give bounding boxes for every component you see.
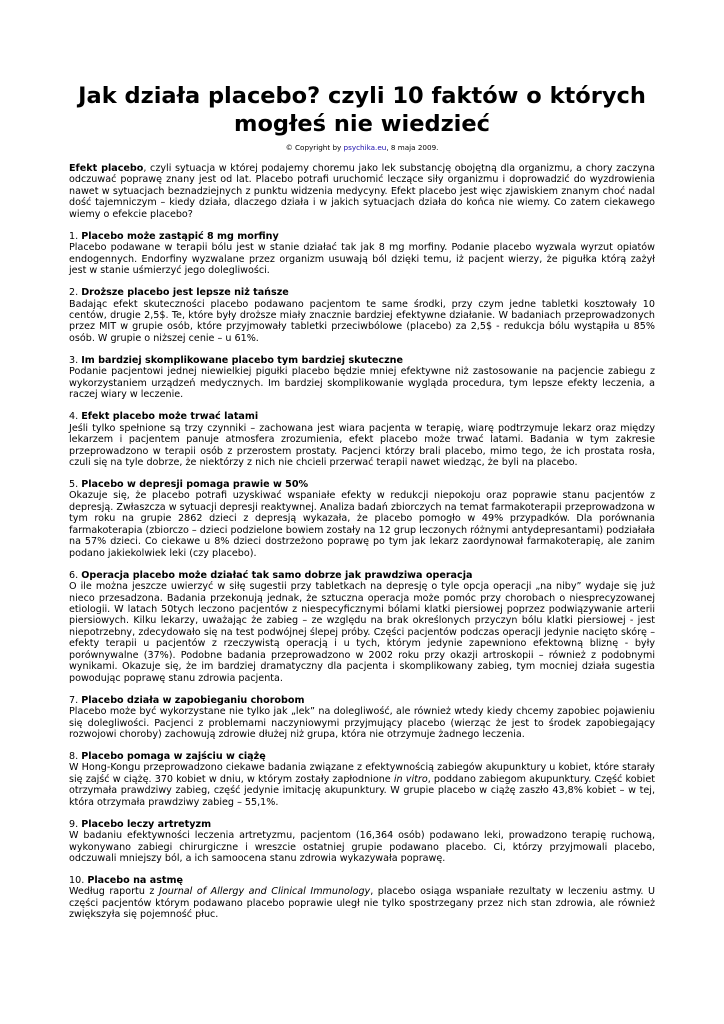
intro-lead: Efekt placebo [69,163,144,174]
section-number: 9. [69,818,82,830]
section-heading [69,570,655,581]
section-1 [69,231,655,277]
section-body: O ile można jeszcze uwierzyć w siłę sugestii przy tabletkach na depresję o tyle opcja operacji „na niby” wydaje się już nieco przesadzona. Badania przekonują jednak, że sztuczna operacja może pomóc przy chorobach o niesprecyzowanej etiologii. W latach 50tych leczono pacjentów z niespecyficznymi bólami klatki piersiowej poprzez podwiązywanie arterii piersiowych. Kilku lekarzy, uważając że zabieg – ze względu na brak określonych przyczyn bólu klatki piersiowej - jest niepotrzebny, zdecydowało się na test podwójnej ślepej próby. Części pacjentów podczas operacji jedynie nacięto skórę – efekty terapii u pacjentów z rzeczywistą operacją i u tych, którym jedynie zapewniono efektowną bliznę - były porównywalne (37%). Podobne badania przeprowadzono w 2002 roku przy okazji artroskopii – również z podobnymi wynikami. Okazuje się, że im bardziej dramatyczny dla pacjenta i skomplikowany zabieg, tym mocniej działa sugestia powodując poprawę stanu zdrowia pacjenta. [69,581,655,684]
section-5 [69,479,655,559]
section-title: Placebo może zastąpić 8 mg morfiny [81,230,279,242]
article [69,82,655,921]
section-heading [69,695,655,706]
section-number: 10. [69,875,88,887]
section-number: 2. [69,287,82,299]
intro-text: , czyli sytuacja w której podajemy choremu jako lek substancję obojętną dla organizmu, a chory zaczyna odczuwać poprawę znany jest od lat. Placebo potrafi uruchomić leczące siły organizmu i doprowadzić do wyzdrowienia nawet w sytuacjach beznadziejnych z punktu widzenia medycyny. Efekt placebo jest więc zjawiskiem znanym choć nadal dość tajemniczym – kiedy działa, dlaczego działa i w jakich sytuacjach działa do końca nie wiemy. Co zatem ciekawego wiemy o efekcie placebo? [69,163,655,220]
section-title: Placebo na astmę [87,875,184,887]
section-heading [69,479,655,490]
section-number: 6. [69,569,82,581]
section-10 [69,875,655,921]
section-9 [69,819,655,865]
section-heading [69,355,655,366]
section-8 [69,751,655,808]
section-heading [69,411,655,422]
section-body: Okazuje się, że placebo potrafi uzyskiwać wspaniałe efekty w redukcji niepokoju oraz poprawie stanu pacjentów z depresją. Zwłaszcza w sytuacji depresji reaktywnej. Analiza badań zbiorczych na temat farmakoterapii przeprowadzona w tym roku na grupie 2862 dzieci z depresją wykazała, że placebo pomogło w 49% przypadków. Dla porównania farmakoterapia (zbiorczo – dzieci podzielone bowiem zostały na 12 grup leczonych różnymi antydepresantami) podziałała na 57% dzieci. Co ciekawe u 8% dzieci dostrzeżono poprawę po tym jak lekarz zaordynował farmakoterapię, ale zanim podano jakiekolwiek leki (czy placebo). [69,490,655,559]
body-text: , poddano zabiegom akupunktury. Część kobiet otrzymała prawdziwy zabieg, część jedynie imitację akupunktury. W grupie placebo w ciążę zaszło 43,8% kobiet – w tej, która otrzymała prawdziwy zabieg – 55,1%. [69,773,655,808]
section-3 [69,355,655,401]
section-number: 8. [69,750,82,762]
section-title: Droższe placebo jest lepsze niż tańsze [81,287,289,299]
section-body: Placebo może być wykorzystane nie tylko jak „lek” na dolegliwość, ale również wtedy kiedy chcemy zapobiec pojawieniu się dolegliwości. Pacjenci z problemami naczyniowymi przyjmujący placebo (wierząc że jest to środek zapobiegający rozwojowi choroby) zachowują zdrowie dłużej niż grupa, która nie otrzymuje żadnego leczenia. [69,706,655,740]
section-body: Podanie pacjentowi jednej niewielkiej pigułki placebo będzie mniej efektywne niż zastosowanie na pacjencie zabiegu z wykorzystaniem urządzeń medycznych. Im bardziej skomplikowanie wygląda procedura, tym lepsze efekty leczenia, a raczej wiary w leczenie. [69,366,655,401]
copyright-line [69,143,655,153]
section-number: 3. [69,354,82,366]
section-heading [69,287,655,298]
section-6 [69,570,655,685]
body-text: W Hong-Kongu przeprowadzono ciekawe badania związane z efektywnością zabiegów akupunktury u kobiet, które starały się zajść w ciążę. 370 kobiet w dniu, w którym zostały zapłodnione [69,762,655,785]
section-heading [69,231,655,242]
body-italic: in vitro [393,773,428,785]
page-title: Jak działa placebo? czyli 10 faktów o których mogłeś nie wiedzieć [78,83,646,137]
section-number: 4. [69,411,82,423]
section-body: Jeśli tylko spełnione są trzy czynniki – zachowana jest wiara pacjenta w terapię, wiarę podtrzymuje lekarz oraz między lekarzem i pacjentem panuje atmosfera zrozumienia, efekt placebo może trwać latami. Badania w tym zakresie przeprowadzono w terapii osób z przerostem prostaty. Pacjenci którzy brali placebo, mimo tego, że ich prostata rosła, czuli się na tyle dobrze, że niektórzy z nich nie chcieli przerwać terapii nawet wiedząc, że byli na placebo. [69,422,655,468]
section-body: W badaniu efektywności leczenia artretyzmu, pacjentom (16,364 osób) podawano leki, prowadzono terapię ruchową, wykonywano zabiegi chirurgiczne i wreszcie ostatniej grupie podawano placebo. Ci, którzy przyjmowali placebo, odczuwali mniejszy ból, a ich samoocena stanu zdrowia wykazywała poprawę. [69,830,655,865]
journal-name: Journal of Allergy and Clinical Immunology [159,886,371,898]
section-title: Placebo w depresji pomaga prawie w 50% [81,478,309,490]
section-number: 1. [69,230,82,242]
intro-paragraph [69,163,655,220]
section-body: Placebo podawane w terapii bólu jest w stanie działać tak jak 8 mg morfiny. Podanie placebo wyzwala wyrzut opiatów endogennych. Endorfiny wyzwalane przez organizm usuwają ból dzięki temu, iż pacjent wierzy, że pigułka którą zażył jest w stanie uśmierzyć jego dolegliwości. [69,242,655,277]
section-heading [69,751,655,762]
body-text: , placebo osiąga wspaniałe rezultaty w leczeniu astmy. U części pacjentów którym podawano placebo poprawie uległ nie tylko spostrzegany przez nich stan zdrowia, ale również zwiększyła się pojemność płuc. [69,886,655,921]
section-heading [69,875,655,886]
body-text: Według raportu z [69,886,159,898]
section-7 [69,695,655,741]
section-number: 5. [69,478,82,490]
section-title: Operacja placebo może działać tak samo dobrze jak prawdziwa operacja [81,569,473,581]
section-body [69,762,655,808]
source-link[interactable]: psychika.eu [343,143,387,152]
section-title: Placebo leczy artretyzm [81,818,212,830]
section-title: Efekt placebo może trwać latami [81,411,259,423]
copyright-prefix: © Copyright by [285,143,344,152]
section-title: Placebo działa w zapobieganiu chorobom [81,694,305,706]
section-title: Placebo pomaga w zajściu w ciążę [81,750,266,762]
section-body: Badając efekt skuteczności placebo podawano pacjentom te same środki, przy czym jedne tabletki kosztowały 10 centów, drugie 2,5$. Te, które były droższe miały znacznie bardziej efektywne działanie. W badaniach przeprowadzonych przez MIT w grupie osób, które przyjmowały tabletki przeciwbólowe (placebo) za 2,5$ - redukcja bólu wystąpiła u 85% osób. W grupie o niższej cenie – u 61%. [69,298,655,344]
copyright-date: , 8 maja 2009. [386,143,439,152]
section-title: Im bardziej skomplikowane placebo tym bardziej skuteczne [81,354,404,366]
section-4 [69,411,655,468]
section-number: 7. [69,694,82,706]
section-body [69,886,655,920]
section-heading [69,819,655,830]
section-2 [69,287,655,344]
